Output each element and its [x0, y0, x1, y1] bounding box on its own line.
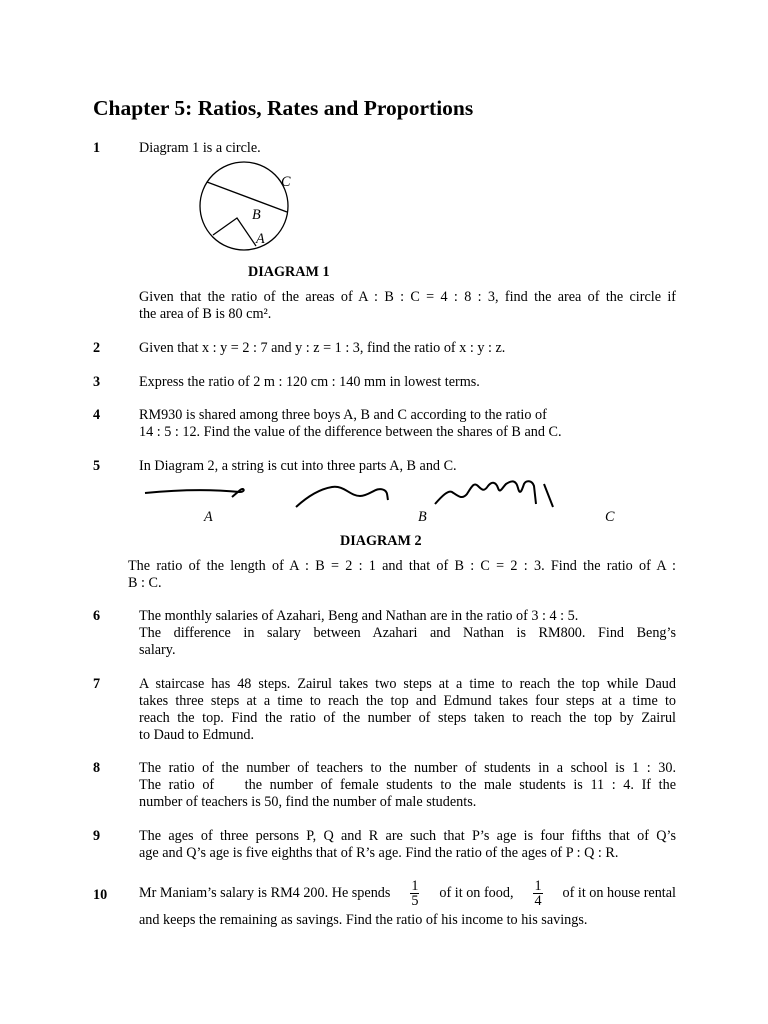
- string-a: [145, 489, 244, 497]
- question-line: [139, 876, 676, 910]
- question-text: [139, 458, 676, 475]
- question-text: [139, 407, 676, 441]
- label-a: A: [204, 509, 213, 525]
- page-title: Chapter 5: Ratios, Rates and Proportions: [93, 96, 474, 120]
- question-text-part: of it on food,: [439, 884, 514, 901]
- string-b: [296, 487, 388, 507]
- question-text: [128, 558, 676, 592]
- question-line: A staircase has 48 steps. Zairul takes two steps at a time to reach the top while Daud: [139, 676, 676, 692]
- question-number: 2: [93, 340, 101, 356]
- question-line: 14 : 5 : 12. Find the value of the difference between the shares of B and C.: [139, 424, 562, 440]
- label-a: A: [256, 231, 265, 247]
- question-line: Express the ratio of 2 m : 120 cm : 140 mm in lowest terms.: [139, 374, 480, 390]
- string-diagram: [140, 476, 560, 512]
- question-text: [139, 676, 676, 744]
- question-text: [139, 828, 676, 862]
- label-b: B: [418, 509, 427, 525]
- question-line: The ratio of the number of teachers to the number of students in a school is 1 : 30.: [139, 760, 676, 776]
- question-number: 9: [93, 828, 101, 844]
- question-number: 4: [93, 407, 101, 423]
- fraction-one-quarter: [533, 879, 542, 908]
- question-line: The ages of three persons P, Q and R are such that P’s age is four fifths that of Q’s: [139, 828, 676, 844]
- label-c: C: [281, 174, 291, 190]
- question-text: [139, 608, 676, 659]
- diagram-label: DIAGRAM 2: [340, 533, 422, 549]
- question-text-part: Mr Maniam’s salary is RM4 200. He spends: [139, 884, 391, 901]
- question-line: number of teachers is 50, find the number of male students.: [139, 794, 477, 810]
- question-number: 8: [93, 760, 101, 776]
- fraction-numerator: 1: [534, 877, 542, 894]
- question-line: B : C.: [128, 575, 162, 591]
- question-text: [139, 876, 676, 929]
- question-line: The ratio of the number of female students to the male students is 11 : 4. If the: [139, 777, 676, 793]
- question-line: Diagram 1 is a circle.: [139, 140, 261, 156]
- question-text: [139, 374, 676, 391]
- question-text: [139, 140, 676, 157]
- question-text: [139, 340, 676, 357]
- label-b: B: [252, 207, 261, 223]
- question-text-part: of it on house rental: [562, 884, 676, 901]
- chord-line: [207, 182, 287, 212]
- circle-outline: [200, 162, 291, 250]
- label-c: C: [605, 509, 615, 525]
- question-line: The monthly salaries of Azahari, Beng and Nathan are in the ratio of 3 : 4 : 5.: [139, 608, 579, 624]
- question-number: 5: [93, 458, 101, 474]
- question-line: takes three steps at a time to reach the top and Edmund takes four steps at a time to: [139, 693, 676, 709]
- question-number: 3: [93, 374, 101, 390]
- question-line: salary.: [139, 642, 176, 658]
- question-number: 7: [93, 676, 101, 692]
- question-number: 6: [93, 608, 101, 624]
- circle-diagram: [195, 163, 295, 253]
- question-line: reach the top. Find the ratio of the number of steps taken to reach the top by Zairul: [139, 710, 676, 726]
- fraction-denominator: 5: [411, 892, 419, 909]
- question-line: In Diagram 2, a string is cut into three parts A, B and C.: [139, 458, 457, 474]
- question-line: Given that the ratio of the areas of A : B : C = 4 : 8 : 3, find the area of the circle if: [139, 289, 676, 305]
- question-number: 1: [93, 140, 101, 156]
- question-line: The ratio of the length of A : B = 2 : 1 and that of B : C = 2 : 3. Find the ratio of A :: [128, 558, 676, 574]
- diagram-label: DIAGRAM 1: [248, 264, 330, 280]
- question-line: Given that x : y = 2 : 7 and y : z = 1 : 3, find the ratio of x : y : z.: [139, 340, 506, 356]
- question-number: 10: [93, 887, 108, 903]
- question-line: RM930 is shared among three boys A, B and C according to the ratio of: [139, 407, 547, 423]
- question-text: [139, 289, 676, 323]
- question-line: and keeps the remaining as savings. Find the ratio of his income to his savings.: [139, 912, 588, 928]
- question-line: the area of B is 80 cm².: [139, 306, 272, 322]
- question-line: age and Q’s age is five eighths that of R’s age. Find the ratio of the ages of P : Q : R.: [139, 845, 619, 861]
- fraction-one-fifth: [410, 879, 419, 908]
- fraction-numerator: 1: [411, 877, 419, 894]
- question-line: to Daud to Edmund.: [139, 727, 255, 743]
- fraction-denominator: 4: [534, 892, 542, 909]
- question-line: The difference in salary between Azahari and Nathan is RM800. Find Beng’s: [139, 625, 676, 641]
- string-c: [435, 481, 553, 507]
- question-text: [139, 760, 676, 811]
